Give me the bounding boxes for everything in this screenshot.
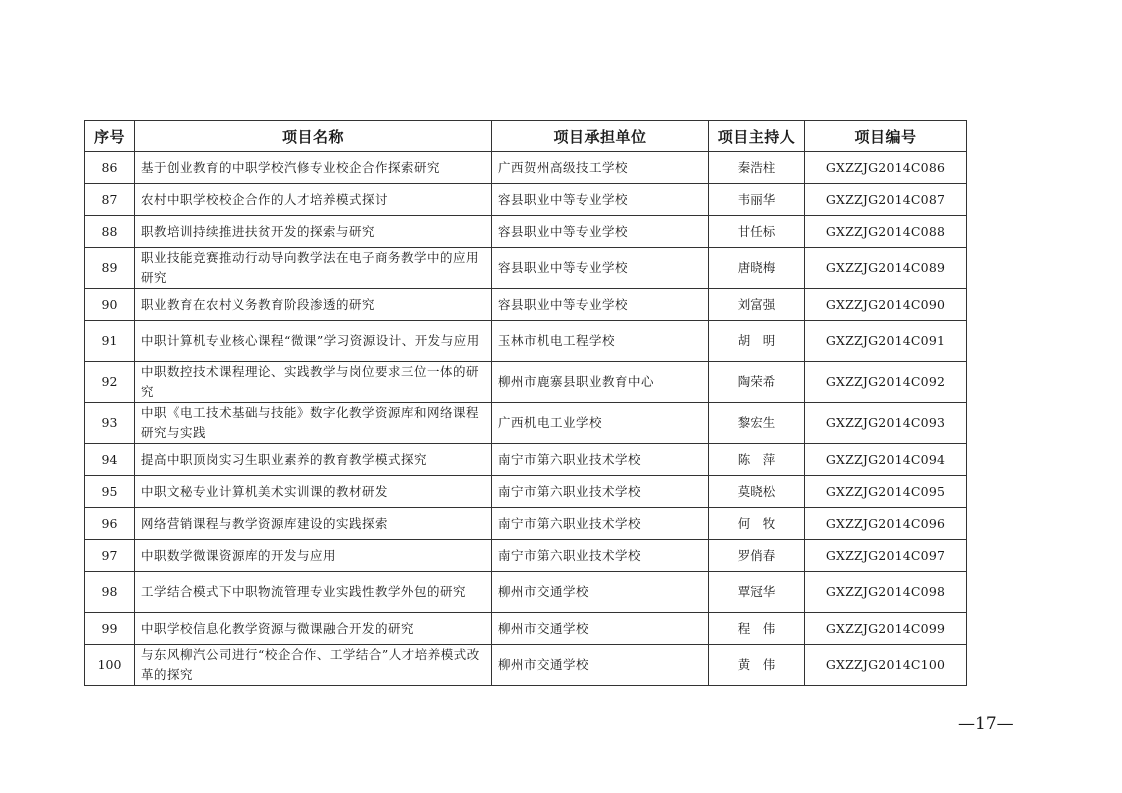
row-project-leader: 覃冠华 [709, 572, 805, 613]
row-project-code: GXZZJG2014C087 [805, 184, 967, 216]
row-project-leader: 韦丽华 [709, 184, 805, 216]
table-row [85, 184, 967, 216]
row-undertaking-unit: 广西机电工业学校 [492, 403, 709, 444]
row-project-code: GXZZJG2014C092 [805, 362, 967, 403]
row-project-leader: 何 牧 [709, 508, 805, 540]
row-serial-number: 96 [85, 508, 135, 540]
row-serial-number: 100 [85, 645, 135, 686]
row-project-code: GXZZJG2014C094 [805, 444, 967, 476]
row-project-leader: 莫晓松 [709, 476, 805, 508]
row-undertaking-unit: 南宁市第六职业技术学校 [492, 540, 709, 572]
row-serial-number: 91 [85, 321, 135, 362]
table-row [85, 403, 967, 444]
row-serial-number: 93 [85, 403, 135, 444]
row-undertaking-unit: 南宁市第六职业技术学校 [492, 508, 709, 540]
row-undertaking-unit: 广西贺州高级技工学校 [492, 152, 709, 184]
row-project-code: GXZZJG2014C098 [805, 572, 967, 613]
row-serial-number: 87 [85, 184, 135, 216]
row-project-name: 职教培训持续推进扶贫开发的探索与研究 [135, 216, 492, 248]
row-project-name: 工学结合模式下中职物流管理专业实践性教学外包的研究 [135, 572, 492, 613]
row-project-name: 中职文秘专业计算机美术实训课的教材研发 [135, 476, 492, 508]
table-row [85, 444, 967, 476]
row-project-code: GXZZJG2014C097 [805, 540, 967, 572]
page-number: —17— [958, 714, 1014, 734]
row-project-code: GXZZJG2014C095 [805, 476, 967, 508]
row-project-leader: 黎宏生 [709, 403, 805, 444]
row-undertaking-unit: 容县职业中等专业学校 [492, 248, 709, 289]
row-undertaking-unit: 柳州市交通学校 [492, 645, 709, 686]
table-row [85, 572, 967, 613]
header-project-leader: 项目主持人 [709, 121, 805, 152]
row-undertaking-unit: 容县职业中等专业学校 [492, 184, 709, 216]
row-project-code: GXZZJG2014C086 [805, 152, 967, 184]
row-project-name: 农村中职学校校企合作的人才培养模式探讨 [135, 184, 492, 216]
row-project-code: GXZZJG2014C100 [805, 645, 967, 686]
row-project-leader: 胡 明 [709, 321, 805, 362]
row-serial-number: 86 [85, 152, 135, 184]
row-undertaking-unit: 南宁市第六职业技术学校 [492, 444, 709, 476]
row-project-name: 中职学校信息化教学资源与微课融合开发的研究 [135, 613, 492, 645]
row-project-code: GXZZJG2014C093 [805, 403, 967, 444]
row-serial-number: 94 [85, 444, 135, 476]
table-header-row [85, 121, 967, 152]
row-serial-number: 98 [85, 572, 135, 613]
row-project-code: GXZZJG2014C099 [805, 613, 967, 645]
row-project-leader: 陶荣希 [709, 362, 805, 403]
table-row [85, 289, 967, 321]
row-project-code: GXZZJG2014C091 [805, 321, 967, 362]
table-row [85, 362, 967, 403]
row-serial-number: 92 [85, 362, 135, 403]
row-project-name: 中职《电工技术基础与技能》数字化教学资源库和网络课程研究与实践 [135, 403, 492, 444]
row-undertaking-unit: 柳州市交通学校 [492, 613, 709, 645]
row-undertaking-unit: 容县职业中等专业学校 [492, 216, 709, 248]
table-row [85, 540, 967, 572]
table-row [85, 216, 967, 248]
row-project-code: GXZZJG2014C089 [805, 248, 967, 289]
row-serial-number: 89 [85, 248, 135, 289]
row-project-name: 提高中职顶岗实习生职业素养的教育教学模式探究 [135, 444, 492, 476]
row-project-name: 网络营销课程与教学资源库建设的实践探索 [135, 508, 492, 540]
row-project-name: 中职数学微课资源库的开发与应用 [135, 540, 492, 572]
row-undertaking-unit: 玉林市机电工程学校 [492, 321, 709, 362]
table-row [85, 508, 967, 540]
row-serial-number: 99 [85, 613, 135, 645]
table-row [85, 248, 967, 289]
row-project-leader: 陈 萍 [709, 444, 805, 476]
row-project-leader: 刘富强 [709, 289, 805, 321]
table-row [85, 613, 967, 645]
row-serial-number: 88 [85, 216, 135, 248]
row-project-leader: 唐晓梅 [709, 248, 805, 289]
row-undertaking-unit: 柳州市交通学校 [492, 572, 709, 613]
table-row [85, 476, 967, 508]
row-project-name: 基于创业教育的中职学校汽修专业校企合作探索研究 [135, 152, 492, 184]
header-serial-number: 序号 [85, 121, 135, 152]
table-body [85, 152, 967, 686]
row-project-code: GXZZJG2014C096 [805, 508, 967, 540]
table-row [85, 152, 967, 184]
row-serial-number: 90 [85, 289, 135, 321]
row-project-leader: 甘任标 [709, 216, 805, 248]
header-undertaking-unit: 项目承担单位 [492, 121, 709, 152]
row-project-name: 中职数控技术课程理论、实践教学与岗位要求三位一体的研究 [135, 362, 492, 403]
row-project-name: 职业教育在农村义务教育阶段渗透的研究 [135, 289, 492, 321]
row-project-leader: 程 伟 [709, 613, 805, 645]
row-undertaking-unit: 容县职业中等专业学校 [492, 289, 709, 321]
table-row [85, 645, 967, 686]
row-undertaking-unit: 柳州市鹿寨县职业教育中心 [492, 362, 709, 403]
row-project-name: 职业技能竞赛推动行动导向教学法在电子商务教学中的应用研究 [135, 248, 492, 289]
row-project-name: 中职计算机专业核心课程“微课”学习资源设计、开发与应用 [135, 321, 492, 362]
row-project-leader: 秦浩柱 [709, 152, 805, 184]
row-project-code: GXZZJG2014C088 [805, 216, 967, 248]
row-serial-number: 95 [85, 476, 135, 508]
project-table [84, 120, 967, 686]
row-project-code: GXZZJG2014C090 [805, 289, 967, 321]
header-project-name: 项目名称 [135, 121, 492, 152]
row-project-name: 与东风柳汽公司进行“校企合作、工学结合”人才培养模式改革的探究 [135, 645, 492, 686]
row-project-leader: 黄 伟 [709, 645, 805, 686]
row-project-leader: 罗俏春 [709, 540, 805, 572]
header-project-code: 项目编号 [805, 121, 967, 152]
row-undertaking-unit: 南宁市第六职业技术学校 [492, 476, 709, 508]
table-row [85, 321, 967, 362]
row-serial-number: 97 [85, 540, 135, 572]
